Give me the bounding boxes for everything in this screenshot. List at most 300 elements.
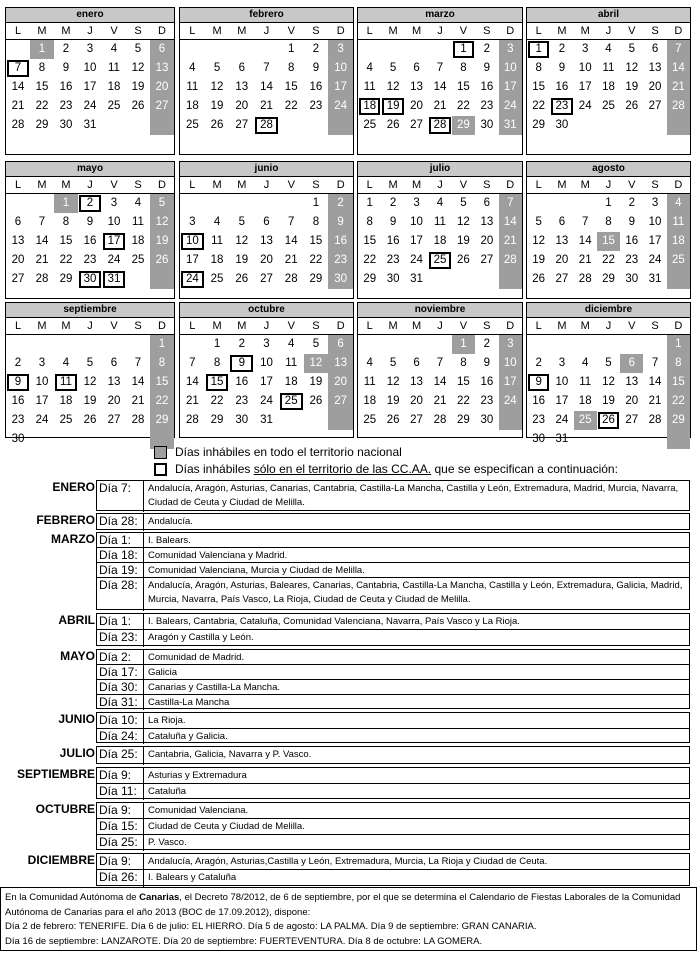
day-cell: 3: [413, 197, 420, 209]
day-cell: 3: [499, 335, 522, 354]
day-cell: 7: [189, 357, 196, 369]
detail-month-name: JULIO: [59, 746, 95, 760]
day-cell: 3: [38, 357, 46, 369]
detail-month-name: ENERO: [52, 480, 95, 494]
weekday-label: J: [437, 179, 443, 191]
day-cell: 6: [328, 335, 353, 354]
day-cell: 4: [667, 194, 690, 213]
weekday-label: L: [14, 179, 22, 191]
detail-day-label: Día 7:: [97, 481, 144, 512]
day-cell: 5: [389, 357, 397, 369]
month-mayo: [5, 161, 175, 299]
day-cell: 16: [309, 81, 323, 93]
day-cell: 18: [578, 395, 592, 407]
empty-cell: [205, 40, 230, 59]
day-cell: 8: [366, 216, 373, 228]
weekday-label: J: [437, 320, 443, 332]
weekday-label: S: [651, 25, 659, 37]
note-text: En la Comunidad Autónoma de: [5, 892, 140, 903]
empty-cell: [328, 411, 353, 430]
day-cell: 13: [555, 235, 569, 247]
days-grid: [6, 194, 174, 289]
weekday-label: M: [557, 25, 567, 37]
detail-regions-text: Andalucía.: [148, 516, 193, 527]
detail-month-name: DICIEMBRE: [27, 853, 95, 867]
day-cell: 18: [667, 232, 690, 251]
empty-cell: [78, 335, 102, 354]
detail-row-febrero: [5, 513, 690, 530]
detail-regions-text: Andalucía, Aragón, Asturias, Canarias, Cantabria, Castilla-La Mancha, Castilla y León, Extremadura, Madrid, Murcia, Navarra, Ciudad de Ceuta y Ciudad de Melilla.: [148, 483, 679, 508]
month-marzo: [357, 7, 523, 155]
day-cell: 28: [35, 273, 49, 285]
detail-day-label: Día 26:: [97, 870, 144, 887]
weekday-header: [358, 318, 522, 335]
day-cell: 23: [480, 395, 494, 407]
day-cell: 25: [131, 254, 145, 266]
day-cell: 2: [628, 197, 635, 209]
day-cell: 1: [213, 338, 221, 350]
detail-day-label: Día 11:: [97, 784, 144, 800]
day-cell: 4: [436, 197, 444, 209]
day-cell: 20: [480, 235, 494, 247]
day-cell: 20: [410, 100, 423, 112]
day-cell: 29: [150, 411, 174, 430]
detail-entry: [97, 650, 689, 665]
day-cell: 8: [213, 357, 221, 369]
day-cell: 16: [59, 81, 73, 93]
day-cell: 25: [667, 251, 690, 270]
day-cell: 9: [328, 213, 353, 232]
weekday-label: S: [312, 320, 320, 332]
weekday-header: [180, 23, 353, 40]
month-agosto: [526, 161, 691, 299]
detail-day-label: Día 18:: [97, 548, 144, 562]
regional-holiday-cell: 19: [381, 97, 404, 116]
day-cell: 5: [238, 216, 245, 228]
regional-holiday-cell: 31: [102, 270, 126, 289]
month-title: febrero: [180, 8, 353, 23]
day-cell: 21: [433, 395, 447, 407]
day-cell: 2: [312, 43, 320, 55]
empty-cell: [54, 335, 78, 354]
empty-cell: [126, 270, 150, 289]
day-cell: 2: [558, 43, 566, 55]
day-cell: 20: [107, 395, 121, 407]
day-cell: 7: [667, 40, 690, 59]
note-region: Canarias: [139, 892, 180, 903]
day-cell: 26: [210, 119, 224, 131]
day-cell: 29: [35, 119, 49, 131]
month-title: abril: [527, 8, 690, 23]
day-cell: 13: [410, 81, 423, 93]
weekday-label: J: [263, 25, 270, 37]
day-cell: 15: [284, 81, 298, 93]
day-cell: 23: [83, 254, 97, 266]
regional-holiday-cell: 1: [452, 40, 475, 59]
day-cell: 12: [386, 376, 400, 388]
regional-holiday-cell: 17: [102, 232, 126, 251]
weekday-label: M: [37, 179, 47, 191]
month-title: septiembre: [6, 303, 174, 318]
day-cell: 17: [578, 81, 592, 93]
day-cell: 21: [499, 232, 522, 251]
day-cell: 20: [625, 395, 639, 407]
days-grid: [527, 194, 690, 289]
day-cell: 13: [480, 216, 494, 228]
day-cell: 25: [185, 119, 199, 131]
day-cell: 29: [59, 273, 73, 285]
day-cell: 18: [433, 235, 447, 247]
day-cell: 28: [433, 414, 447, 426]
day-cell: 12: [83, 376, 97, 388]
day-cell: 17: [555, 395, 569, 407]
weekday-label: M: [37, 320, 47, 332]
day-cell: 1: [366, 197, 373, 209]
day-cell: 23: [480, 100, 494, 112]
day-cell: 15: [532, 81, 546, 93]
weekday-label: V: [287, 25, 295, 37]
weekday-label: S: [312, 179, 320, 191]
day-cell: 28: [648, 414, 662, 426]
day-cell: 29: [602, 273, 615, 285]
empty-cell: [254, 40, 279, 59]
detail-day-label: Día 9:: [97, 854, 144, 869]
weekday-label: M: [212, 320, 222, 332]
day-cell: 4: [366, 62, 373, 74]
day-cell: 8: [460, 62, 467, 74]
day-cell: 6: [14, 216, 22, 228]
day-cell: 8: [62, 216, 70, 228]
day-cell: 24: [260, 395, 273, 407]
day-cell: 27: [480, 254, 494, 266]
day-cell: 24: [648, 254, 662, 266]
weekday-label: M: [580, 320, 590, 332]
weekday-label: M: [411, 179, 422, 191]
day-cell: 18: [210, 254, 224, 266]
day-cell: 23: [235, 395, 249, 407]
day-cell: 15: [309, 235, 323, 247]
day-cell: 5: [389, 62, 397, 74]
day-cell: 21: [648, 395, 662, 407]
weekday-label: D: [158, 320, 166, 332]
day-cell: 12: [602, 376, 615, 388]
weekday-label: J: [263, 179, 270, 191]
detail-entries: [96, 513, 690, 530]
day-cell: 16: [625, 235, 639, 247]
regional-holiday-cell: 1: [527, 40, 550, 59]
day-cell: 24: [83, 100, 97, 112]
detail-entry: [97, 578, 689, 611]
day-cell: 3: [651, 197, 659, 209]
weekday-label: M: [580, 179, 590, 191]
day-cell: 22: [309, 254, 323, 266]
detail-row-julio: [5, 746, 690, 764]
detail-regions-text: Cataluña: [148, 786, 187, 797]
weekday-label: M: [411, 320, 422, 332]
days-grid: [180, 194, 353, 289]
national-holiday-cell: 1: [54, 194, 78, 213]
day-cell: 8: [605, 216, 612, 228]
day-cell: 13: [107, 376, 121, 388]
day-cell: 13: [625, 376, 639, 388]
day-cell: 4: [605, 43, 612, 55]
empty-cell: [254, 194, 279, 213]
national-holiday-cell: 29: [452, 116, 475, 135]
empty-cell: [6, 335, 30, 354]
day-cell: 15: [363, 235, 377, 247]
day-cell: 22: [532, 100, 546, 112]
day-cell: 7: [499, 194, 522, 213]
day-cell: 16: [235, 376, 249, 388]
day-cell: 23: [386, 254, 400, 266]
empty-cell: [667, 430, 690, 449]
empty-cell: [574, 430, 597, 449]
day-cell: 8: [535, 62, 542, 74]
day-cell: 6: [110, 357, 118, 369]
day-cell: 22: [363, 254, 377, 266]
day-cell: 10: [107, 216, 121, 228]
empty-cell: [54, 430, 78, 449]
detail-entry: [97, 747, 689, 765]
detail-regions-text: I. Balears, Cantabria, Cataluña, Comunidad Valenciana, Navarra, País Vasco y La Rioja.: [148, 616, 520, 627]
day-cell: 14: [185, 376, 199, 388]
day-cell: 12: [386, 81, 400, 93]
day-cell: 12: [532, 235, 546, 247]
day-cell: 2: [62, 43, 70, 55]
day-cell: 11: [132, 216, 144, 228]
day-cell: 15: [150, 373, 174, 392]
day-cell: 26: [625, 100, 639, 112]
empty-cell: [667, 116, 690, 135]
legend-regional-post: que se especifican a continuación:: [431, 462, 618, 476]
weekday-label: L: [366, 320, 373, 332]
month-julio: [357, 161, 523, 299]
day-cell: 9: [483, 62, 491, 74]
day-cell: 17: [410, 235, 423, 247]
weekday-label: M: [237, 179, 247, 191]
day-cell: 26: [457, 254, 470, 266]
month-febrero: [179, 7, 354, 155]
day-cell: 13: [150, 59, 174, 78]
day-cell: 18: [602, 81, 615, 93]
day-cell: 17: [185, 254, 199, 266]
day-cell: 5: [628, 43, 635, 55]
day-cell: 3: [110, 197, 118, 209]
day-cell: 24: [328, 97, 353, 116]
day-cell: 19: [457, 235, 470, 247]
day-cell: 26: [386, 414, 400, 426]
day-cell: 16: [328, 232, 353, 251]
weekday-label: M: [61, 25, 71, 37]
weekday-label: S: [483, 25, 491, 37]
day-cell: 12: [457, 216, 470, 228]
month-septiembre: [5, 302, 175, 445]
day-cell: 19: [625, 81, 639, 93]
empty-cell: [30, 194, 54, 213]
day-cell: 19: [83, 395, 97, 407]
month-title: julio: [358, 162, 522, 177]
day-cell: 30: [625, 273, 639, 285]
detail-entry: [97, 548, 689, 563]
day-cell: 21: [578, 254, 592, 266]
day-cell: 30: [386, 273, 400, 285]
day-cell: 7: [436, 62, 444, 74]
day-cell: 18: [107, 81, 121, 93]
detail-entry: [97, 630, 689, 647]
weekday-header: [6, 318, 174, 335]
empty-cell: [126, 116, 150, 135]
day-cell: 16: [555, 81, 569, 93]
day-cell: 19: [131, 81, 145, 93]
day-cell: 17: [260, 376, 273, 388]
month-abril: [526, 7, 691, 155]
detail-entries: [96, 712, 690, 743]
day-cell: 21: [11, 100, 25, 112]
day-cell: 8: [312, 216, 320, 228]
day-cell: 27: [410, 119, 423, 131]
month-title: mayo: [6, 162, 174, 177]
detail-entry: [97, 768, 689, 784]
day-cell: 28: [185, 414, 199, 426]
detail-month-name: ABRIL: [58, 613, 95, 627]
detail-entry: [97, 533, 689, 548]
day-cell: 18: [131, 235, 145, 247]
day-cell: 19: [532, 254, 546, 266]
detail-regions-text: Comunidad Valenciana y Madrid.: [148, 550, 288, 561]
weekday-label: M: [212, 179, 222, 191]
weekday-label: S: [483, 320, 491, 332]
detail-month-name: JUNIO: [58, 712, 95, 726]
days-grid: [358, 335, 522, 430]
legend-regional-under: sólo en el territorio de las CC.AA.: [253, 462, 432, 476]
empty-cell: [328, 116, 353, 135]
day-cell: 14: [284, 235, 298, 247]
detail-regions-text: Comunidad Valenciana.: [148, 805, 249, 816]
day-cell: 27: [555, 273, 569, 285]
weekday-label: L: [366, 179, 373, 191]
weekday-label: D: [158, 179, 166, 191]
detail-entry: [97, 695, 689, 710]
day-cell: 12: [235, 235, 249, 247]
day-cell: 17: [35, 395, 49, 407]
weekday-label: J: [437, 25, 443, 37]
day-cell: 14: [578, 235, 592, 247]
detail-day-label: Día 31:: [97, 695, 144, 710]
day-cell: 22: [210, 395, 224, 407]
month-diciembre: [526, 302, 691, 445]
day-cell: 21: [185, 395, 199, 407]
day-cell: 12: [131, 62, 145, 74]
weekday-label: M: [212, 25, 222, 37]
regional-holiday-cell: 28: [254, 116, 279, 135]
day-cell: 1: [288, 43, 295, 55]
day-cell: 3: [263, 338, 270, 350]
detail-regions-text: Andalucía, Aragón, Asturias, Baleares, Canarias, Cantabria, Castilla-La Mancha, Castilla y León, Extremadura, Galicia, Madrid, Murcia, Navarra, País Vasco, La Rioja, Ciudad de Ceuta y Ciudad de Melilla.: [148, 580, 683, 605]
legend-national: [154, 445, 402, 460]
day-cell: 9: [558, 62, 566, 74]
day-cell: 11: [363, 376, 376, 388]
empty-cell: [597, 430, 620, 449]
empty-cell: [574, 116, 597, 135]
days-grid: [527, 335, 690, 449]
empty-cell: [381, 335, 404, 354]
day-cell: 19: [210, 100, 224, 112]
detail-entries: [96, 649, 690, 709]
detail-entries: [96, 480, 690, 511]
day-cell: 2: [389, 197, 397, 209]
day-cell: 15: [35, 81, 49, 93]
empty-cell: [279, 411, 304, 430]
weekday-header: [180, 177, 353, 194]
day-cell: 4: [288, 338, 295, 350]
day-cell: 20: [260, 254, 273, 266]
empty-cell: [102, 335, 126, 354]
weekday-label: S: [134, 179, 142, 191]
detail-day-label: Día 28:: [97, 514, 144, 531]
canarias-note-line2: Día 2 de febrero: TENERIFE. Día 6 de julio: EL HIERRO. Día 5 de agosto: LA PALMA. Día 9 de septiembre: GRAN CANARIA.: [5, 921, 537, 932]
empty-cell: [643, 430, 666, 449]
regional-holiday-cell: 2: [78, 194, 102, 213]
weekday-label: V: [459, 320, 468, 332]
day-cell: 2: [535, 357, 542, 369]
empty-cell: [205, 194, 230, 213]
day-cell: 22: [150, 392, 174, 411]
day-cell: 3: [582, 43, 589, 55]
day-cell: 4: [62, 357, 70, 369]
empty-cell: [527, 335, 550, 354]
empty-cell: [279, 194, 304, 213]
weekday-label: D: [506, 320, 515, 332]
weekday-label: D: [674, 320, 683, 332]
weekday-label: L: [189, 179, 196, 191]
day-cell: 27: [625, 414, 639, 426]
day-cell: 21: [433, 100, 447, 112]
day-cell: 9: [312, 62, 320, 74]
weekday-label: M: [557, 179, 567, 191]
empty-cell: [229, 194, 254, 213]
weekday-label: L: [535, 25, 542, 37]
weekday-label: D: [336, 25, 345, 37]
legend-national-text: Días inhábiles en todo el territorio nacional: [175, 445, 402, 459]
day-cell: 29: [457, 414, 470, 426]
weekday-header: [527, 177, 690, 194]
day-cell: 31: [555, 433, 569, 445]
detail-entries: [96, 613, 690, 646]
detail-day-label: Día 23:: [97, 630, 144, 647]
day-cell: 16: [11, 395, 25, 407]
day-cell: 1: [667, 335, 690, 354]
detail-day-label: Día 25:: [97, 835, 144, 851]
empty-cell: [499, 270, 522, 289]
weekday-label: M: [580, 25, 590, 37]
detail-day-label: Día 9:: [97, 768, 144, 783]
day-cell: 21: [131, 395, 145, 407]
detail-row-enero: [5, 480, 690, 511]
day-cell: 9: [483, 357, 491, 369]
detail-entry: [97, 614, 689, 630]
empty-cell: [180, 335, 205, 354]
day-cell: 15: [59, 235, 73, 247]
day-cell: 28: [131, 414, 145, 426]
day-cell: 18: [185, 100, 199, 112]
empty-cell: [358, 335, 381, 354]
day-cell: 14: [667, 59, 690, 78]
day-cell: 27: [150, 97, 174, 116]
detail-day-label: Día 9:: [97, 803, 144, 818]
day-cell: 25: [107, 100, 121, 112]
day-cell: 6: [558, 216, 566, 228]
day-cell: 10: [578, 62, 592, 74]
